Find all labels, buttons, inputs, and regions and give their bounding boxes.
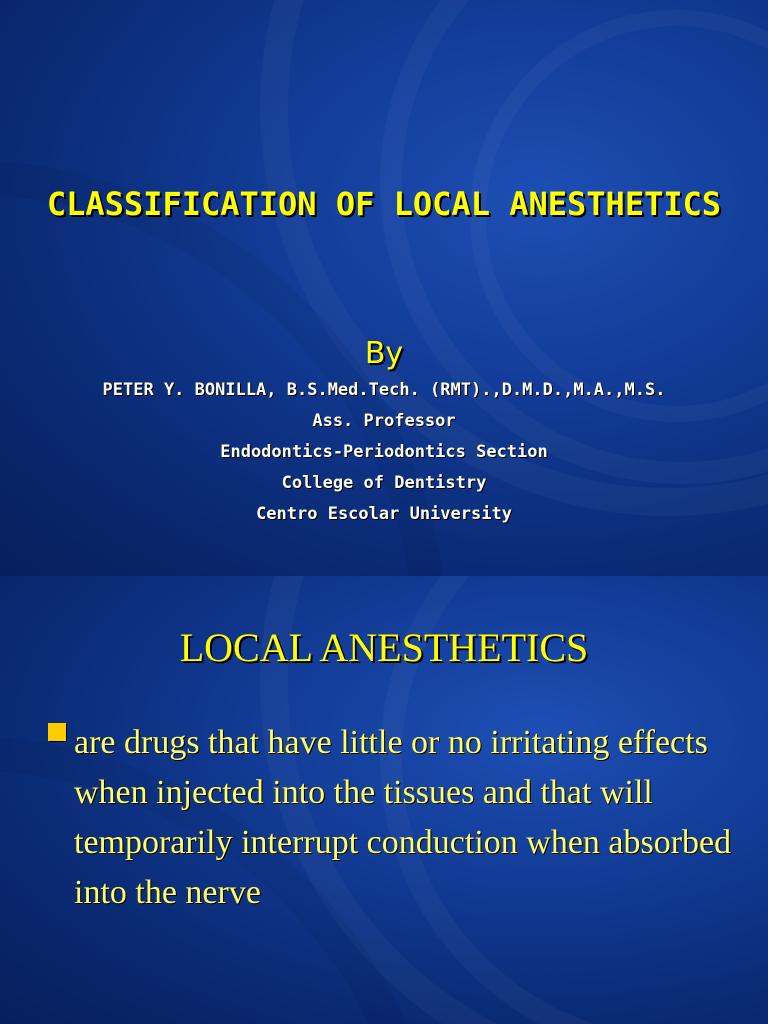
slide-2 bbox=[0, 576, 768, 1024]
slide-title: CLASSIFICATION OF LOCAL ANESTHETICS bbox=[46, 185, 722, 223]
author-position: Ass. Professor bbox=[312, 411, 456, 431]
author-university: Centro Escolar University bbox=[256, 504, 512, 524]
slide-heading: LOCAL ANESTHETICS bbox=[179, 625, 589, 670]
bullet-text: are drugs that have little or no irritating effects when injected into the tissues and that will temporarily interrupt conduction when absorbed into the nerve bbox=[74, 724, 732, 911]
author-name: PETER Y. BONILLA, B.S.Med.Tech. (RMT).,D.M.D.,M.A.,M.S. bbox=[102, 380, 666, 400]
author-credits bbox=[0, 375, 768, 530]
byline: By bbox=[364, 336, 404, 371]
bullet-square-icon bbox=[48, 723, 66, 741]
author-college: College of Dentistry bbox=[281, 473, 487, 493]
author-section: Endodontics-Periodontics Section bbox=[220, 442, 548, 462]
